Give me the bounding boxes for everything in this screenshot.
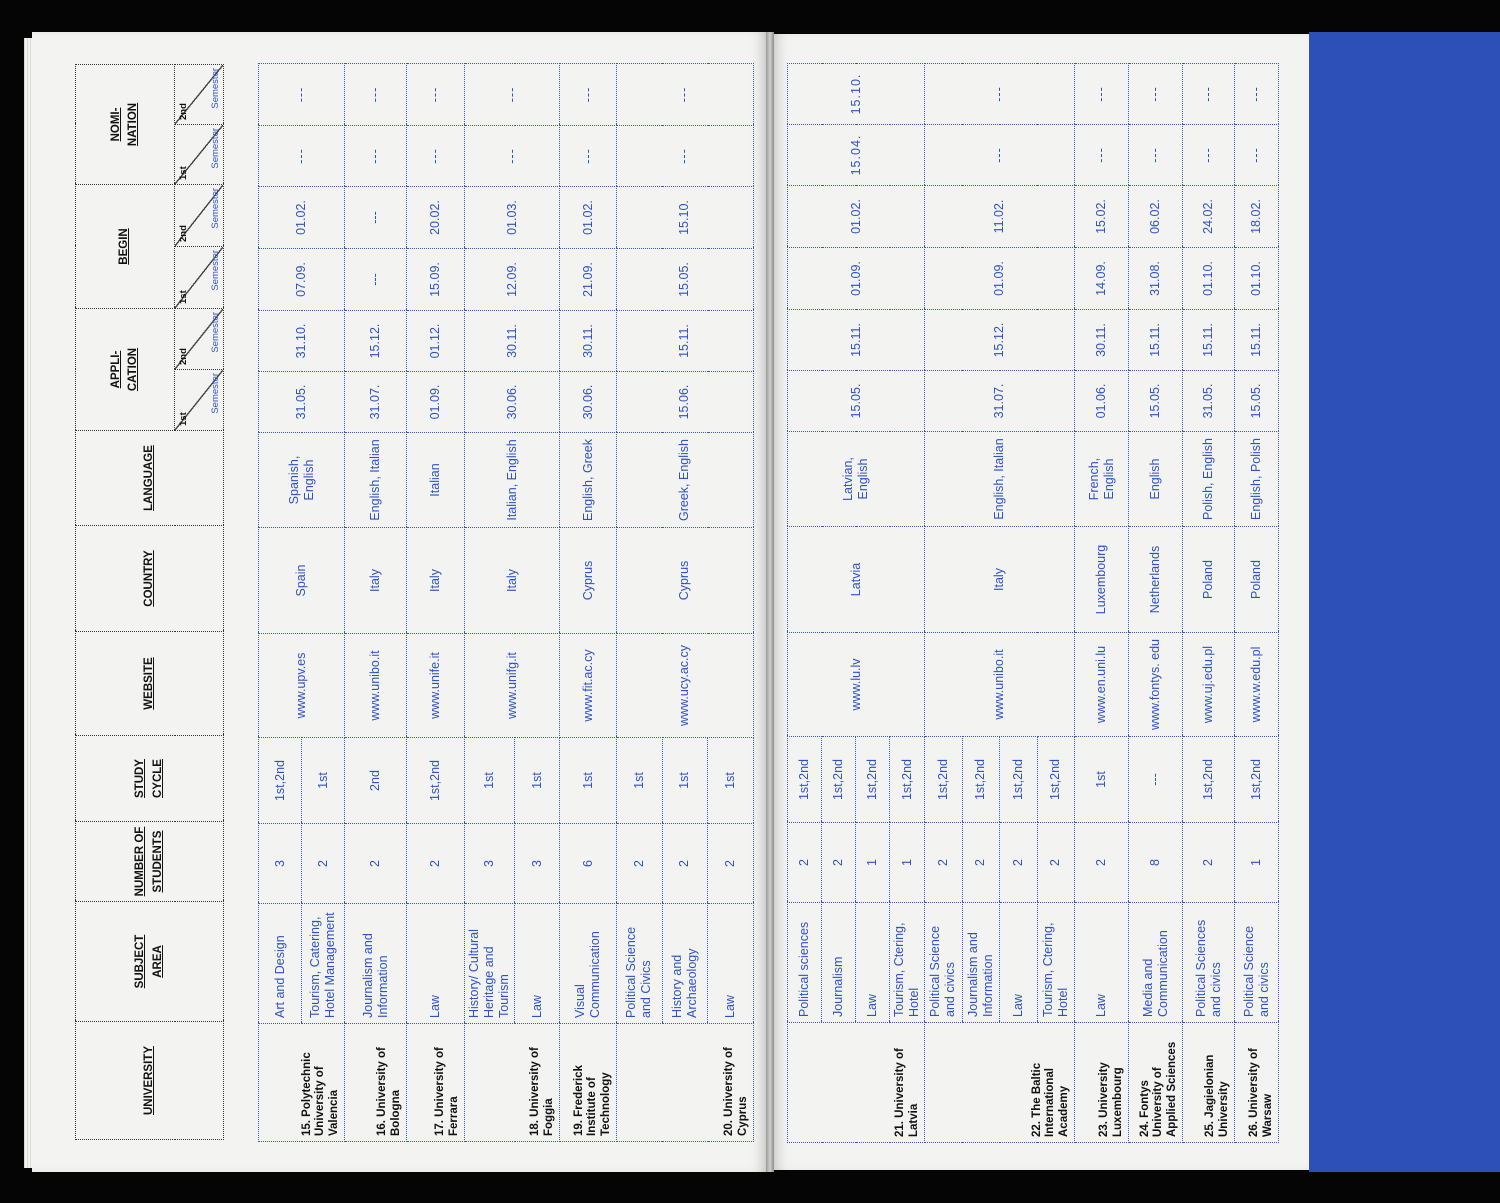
website: www.ucy.ac.cy (617, 634, 754, 738)
subject-area: Media and Communication (1129, 903, 1183, 1023)
study-cycle: 1st,2nd (788, 737, 822, 823)
nomination-sem1: --- (407, 126, 465, 187)
number-of-students: 2 (617, 824, 663, 904)
country: Italy (465, 528, 560, 634)
nomination-sem2: --- (1129, 64, 1183, 125)
number-of-students: 2 (708, 824, 754, 904)
country: Cyprus (617, 528, 754, 634)
nomination-sem2: 15.10. (788, 64, 925, 125)
study-cycle: 1st (515, 738, 560, 824)
number-of-students: 2 (962, 823, 1000, 903)
nomination-sem2: --- (925, 64, 1075, 125)
table-row (1129, 64, 1183, 1143)
application-sem1: 31.05. (1183, 371, 1235, 432)
table-row (617, 64, 663, 1142)
subject-area: Tourism, Ctering, Hotel (1037, 903, 1075, 1023)
number-of-students: 2 (1183, 823, 1235, 903)
university-name: 21. University of Latvia (788, 1023, 925, 1143)
university-name: 16. University of Bologna (345, 1024, 407, 1142)
semester-split (175, 247, 223, 308)
study-cycle: 1st,2nd (1183, 737, 1235, 823)
begin-sem2: 11.02. (925, 186, 1075, 248)
country: Poland (1183, 527, 1235, 633)
subject-area: Journalism and Information (962, 903, 1000, 1023)
study-cycle: 1st,2nd (407, 738, 465, 824)
study-cycle: --- (1129, 737, 1183, 823)
subject-area: Political Sciences and civics (1183, 903, 1235, 1023)
semester-split (175, 309, 223, 369)
subject-area: Tourism, Ctering, Hotel (890, 903, 925, 1023)
language: Italian (407, 433, 465, 528)
application-sem2: 31.10. (259, 311, 345, 372)
application-sem2: 15.12. (925, 310, 1075, 371)
begin-sem1: 01.09. (788, 248, 925, 310)
website: www.unibo.it (925, 633, 1075, 737)
nomination-sem2: --- (259, 64, 345, 126)
begin-sem1: 07.09. (259, 249, 345, 311)
semester-label: Semester (210, 187, 221, 229)
number-of-students: 3 (259, 824, 302, 904)
book-gutter (766, 32, 774, 1172)
number-of-students: 2 (662, 824, 708, 904)
begin-sem1: 01.10. (1235, 248, 1279, 310)
begin-sem1: 01.09. (925, 248, 1075, 310)
university-name: 23. University Luxembourg (1075, 1023, 1129, 1143)
table-row (259, 64, 302, 1142)
study-cycle: 1st (465, 738, 515, 824)
subject-area: Law (407, 904, 465, 1024)
subject-area: Political sciences (788, 903, 822, 1023)
semester-number: 1st (178, 166, 189, 180)
begin-sem2: 01.03. (465, 187, 560, 249)
begin-sem1: 31.08. (1129, 248, 1183, 310)
nomination-sem1: --- (259, 126, 345, 187)
nomination-sem2: --- (1235, 64, 1279, 125)
subject-area: Political Science and civics (1235, 903, 1279, 1023)
number-of-students: 2 (788, 823, 822, 903)
website: www.uj.edu.pl (1183, 633, 1235, 737)
study-cycle: 1st,2nd (1235, 737, 1279, 823)
nomination-sem1: --- (345, 126, 407, 187)
table-row (1235, 64, 1279, 1143)
begin-sem2: 15.02. (1075, 186, 1129, 248)
semester-label: Semester (210, 312, 221, 353)
nomination-sem1: --- (1129, 125, 1183, 186)
number-of-students: 8 (1129, 823, 1183, 903)
number-of-students: 2 (345, 824, 407, 904)
nomination-sem2: --- (560, 64, 617, 126)
nomination-sem1: --- (1235, 125, 1279, 186)
study-cycle: 1st (617, 738, 663, 824)
language: Latvian, English (788, 432, 925, 527)
header-country: COUNTRY (76, 526, 224, 632)
application-sem1: 15.05. (1129, 371, 1183, 432)
subject-area: Tourism, Catering, Hotel Management (302, 904, 345, 1024)
application-sem1: 15.05. (1235, 371, 1279, 432)
application-sem1: 31.07. (345, 372, 407, 433)
nomination-sem1: --- (925, 125, 1075, 186)
table-row (1075, 64, 1129, 1143)
left-exchange-table (258, 63, 754, 1142)
header-nomination-sem1 (175, 124, 224, 184)
country: Cyprus (560, 528, 617, 634)
nomination-sem1: 15.04. (788, 125, 925, 186)
begin-sem1: 15.05. (617, 249, 754, 311)
header-begin: BEGIN (76, 184, 175, 308)
header-application-sem2 (175, 309, 224, 370)
nomination-sem1: --- (560, 126, 617, 187)
website: www.w.edu.pl (1235, 633, 1279, 737)
application-sem2: 15.11. (1129, 310, 1183, 371)
university-name: 24. Fontys University of Applied Sciences (1129, 1023, 1183, 1143)
header-nomination-sem2 (175, 64, 224, 124)
subject-area: Political Science and civics (925, 903, 963, 1023)
number-of-students: 2 (1075, 823, 1129, 903)
nomination-sem2: --- (345, 64, 407, 126)
study-cycle: 1st,2nd (962, 737, 1000, 823)
begin-sem2: 01.02. (560, 187, 617, 249)
column-headers (75, 64, 224, 1140)
country: Italy (345, 528, 407, 634)
nomination-sem1: --- (465, 126, 560, 187)
number-of-students: 2 (1037, 823, 1075, 903)
begin-sem2: 06.02. (1129, 186, 1183, 248)
nomination-sem1: --- (1183, 125, 1235, 186)
subject-area: Art and Design (259, 904, 302, 1024)
semester-label: Semester (210, 67, 221, 109)
blue-cover (1309, 32, 1500, 1172)
application-sem1: 01.06. (1075, 371, 1129, 432)
number-of-students: 1 (856, 823, 890, 903)
header-nomination: NOMI- NATION (76, 64, 175, 184)
website: www.en.uni.lu (1075, 633, 1129, 737)
application-sem2: 30.11. (1075, 310, 1129, 371)
website: www.unifg.it (465, 634, 560, 738)
study-cycle: 1st,2nd (925, 737, 963, 823)
application-sem1: 15.06. (617, 372, 754, 433)
header-study-cycle: STUDY CYCLE (76, 736, 224, 822)
subject-area: History/ Cultural Heritage and Tourism (465, 904, 515, 1024)
begin-sem2: 24.02. (1183, 186, 1235, 248)
application-sem2: 15.12. (345, 311, 407, 372)
university-name: 20. University of Cyprus (617, 1024, 754, 1142)
semester-split (175, 125, 223, 184)
header-website: WEBSITE (76, 632, 224, 736)
study-cycle: 1st,2nd (890, 737, 925, 823)
language: Italian, English (465, 433, 560, 528)
right-exchange-table (787, 63, 1279, 1143)
header-begin-sem1 (175, 247, 224, 309)
semester-number: 2nd (178, 225, 189, 242)
application-sem2: 15.11. (1235, 310, 1279, 371)
application-sem1: 31.07. (925, 371, 1075, 432)
begin-sem1: --- (345, 249, 407, 311)
study-cycle: 1st (662, 738, 708, 824)
subject-area: Law (1000, 903, 1038, 1023)
study-cycle: 2nd (345, 738, 407, 824)
begin-sem1: 14.09. (1075, 248, 1129, 310)
number-of-students: 2 (1000, 823, 1038, 903)
website: www.lu.lv (788, 633, 925, 737)
semester-number: 2nd (178, 103, 189, 120)
begin-sem1: 21.09. (560, 249, 617, 311)
begin-sem1: 15.09. (407, 249, 465, 311)
number-of-students: 6 (560, 824, 617, 904)
header-subject-area: SUBJECT AREA (76, 902, 224, 1022)
university-name: 25. Jagielonian University (1183, 1023, 1235, 1143)
begin-sem2: 20.02. (407, 187, 465, 249)
subject-area: Law (1075, 903, 1129, 1023)
language: French, English (1075, 432, 1129, 527)
university-name: 18. University of Foggia (465, 1024, 560, 1142)
language: Spanish, English (259, 433, 345, 528)
application-sem2: 15.11. (617, 311, 754, 372)
semester-split (175, 185, 223, 246)
header-application-sem1 (175, 370, 224, 431)
website: www.fontys. edu (1129, 633, 1183, 737)
semester-split (175, 65, 223, 124)
number-of-students: 2 (925, 823, 963, 903)
website: www.unife.it (407, 634, 465, 738)
language: Polish, English (1183, 432, 1235, 527)
application-sem2: 15.11. (788, 310, 925, 371)
country: Netherlands (1129, 527, 1183, 633)
application-sem1: 30.06. (465, 372, 560, 433)
number-of-students: 1 (890, 823, 925, 903)
country: Latvia (788, 527, 925, 633)
begin-sem2: 01.02. (788, 186, 925, 248)
study-cycle: 1st,2nd (259, 738, 302, 824)
university-name: 15. Polytechnic University of Valencia (259, 1024, 345, 1142)
semester-label: Semester (210, 127, 221, 169)
website: www.upv.es (259, 634, 345, 738)
university-name: 19. Frederick Institute of Technology (560, 1024, 617, 1142)
subject-area: Law (856, 903, 890, 1023)
subject-area: Journalism (822, 903, 856, 1023)
application-sem2: 15.11. (1183, 310, 1235, 371)
university-name: 22. The Baltic International Academy (925, 1023, 1075, 1143)
begin-sem2: 01.02. (259, 187, 345, 249)
application-sem1: 31.05. (259, 372, 345, 433)
website: www.unibo.it (345, 634, 407, 738)
number-of-students: 3 (515, 824, 560, 904)
study-cycle: 1st (302, 738, 345, 824)
language: English, Polish (1235, 432, 1279, 527)
study-cycle: 1st,2nd (1000, 737, 1038, 823)
application-sem1: 01.09. (407, 372, 465, 433)
table-row (1183, 64, 1235, 1143)
university-name: 17. University of Ferrara (407, 1024, 465, 1142)
begin-sem1: 12.09. (465, 249, 560, 311)
subject-area: Visual Communication (560, 904, 617, 1024)
semester-number: 1st (178, 290, 189, 304)
number-of-students: 1 (1235, 823, 1279, 903)
nomination-sem2: --- (617, 64, 754, 126)
number-of-students: 2 (822, 823, 856, 903)
study-cycle: 1st (708, 738, 754, 824)
study-cycle: 1st,2nd (1037, 737, 1075, 823)
language: Greek, English (617, 433, 754, 528)
nomination-sem2: --- (1183, 64, 1235, 125)
nomination-sem2: --- (1075, 64, 1129, 125)
application-sem2: 30.11. (560, 311, 617, 372)
header-application: APPLI- CATION (76, 309, 175, 431)
header-language: LANGUAGE (76, 431, 224, 526)
header-number-of-students: NUMBER OF STUDENTS (76, 822, 224, 902)
country: Luxembourg (1075, 527, 1129, 633)
semester-label: Semester (210, 250, 221, 291)
language: English, Greek (560, 433, 617, 528)
header-university: UNIVERSITY (76, 1022, 224, 1140)
number-of-students: 3 (465, 824, 515, 904)
language: English, Italian (925, 432, 1075, 527)
semester-label: Semester (210, 373, 221, 414)
study-cycle: 1st (560, 738, 617, 824)
begin-sem2: --- (345, 187, 407, 249)
application-sem2: 01.12. (407, 311, 465, 372)
study-cycle: 1st,2nd (822, 737, 856, 823)
semester-split (175, 370, 223, 430)
table-row (788, 64, 822, 1143)
website: www.fit.ac.cy (560, 634, 617, 738)
semester-number: 1st (178, 412, 189, 426)
subject-area: History and Archaeology (662, 904, 708, 1024)
language: English (1129, 432, 1183, 527)
nomination-sem2: --- (465, 64, 560, 126)
subject-area: Law (515, 904, 560, 1024)
application-sem1: 15.05. (788, 371, 925, 432)
table-row (345, 64, 407, 1142)
header-begin-sem2 (175, 184, 224, 246)
table-row (925, 64, 963, 1143)
subject-area: Journalism and Information (345, 904, 407, 1024)
nomination-sem1: --- (1075, 125, 1129, 186)
begin-sem2: 18.02. (1235, 186, 1279, 248)
nomination-sem1: --- (617, 126, 754, 187)
application-sem1: 30.06. (560, 372, 617, 433)
subject-area: Political Science and Civics (617, 904, 663, 1024)
country: Italy (407, 528, 465, 634)
number-of-students: 2 (302, 824, 345, 904)
table-row (465, 64, 515, 1142)
university-name: 26. University of Warsaw (1235, 1023, 1279, 1143)
nomination-sem2: --- (407, 64, 465, 126)
country: Spain (259, 528, 345, 634)
country: Poland (1235, 527, 1279, 633)
table-row (407, 64, 465, 1142)
table-row (560, 64, 617, 1142)
begin-sem1: 01.10. (1183, 248, 1235, 310)
application-sem2: 30.11. (465, 311, 560, 372)
number-of-students: 2 (407, 824, 465, 904)
study-cycle: 1st,2nd (856, 737, 890, 823)
semester-number: 2nd (178, 348, 189, 365)
begin-sem2: 15.10. (617, 187, 754, 249)
subject-area: Law (708, 904, 754, 1024)
country: Italy (925, 527, 1075, 633)
language: English, Italian (345, 433, 407, 528)
study-cycle: 1st (1075, 737, 1129, 823)
